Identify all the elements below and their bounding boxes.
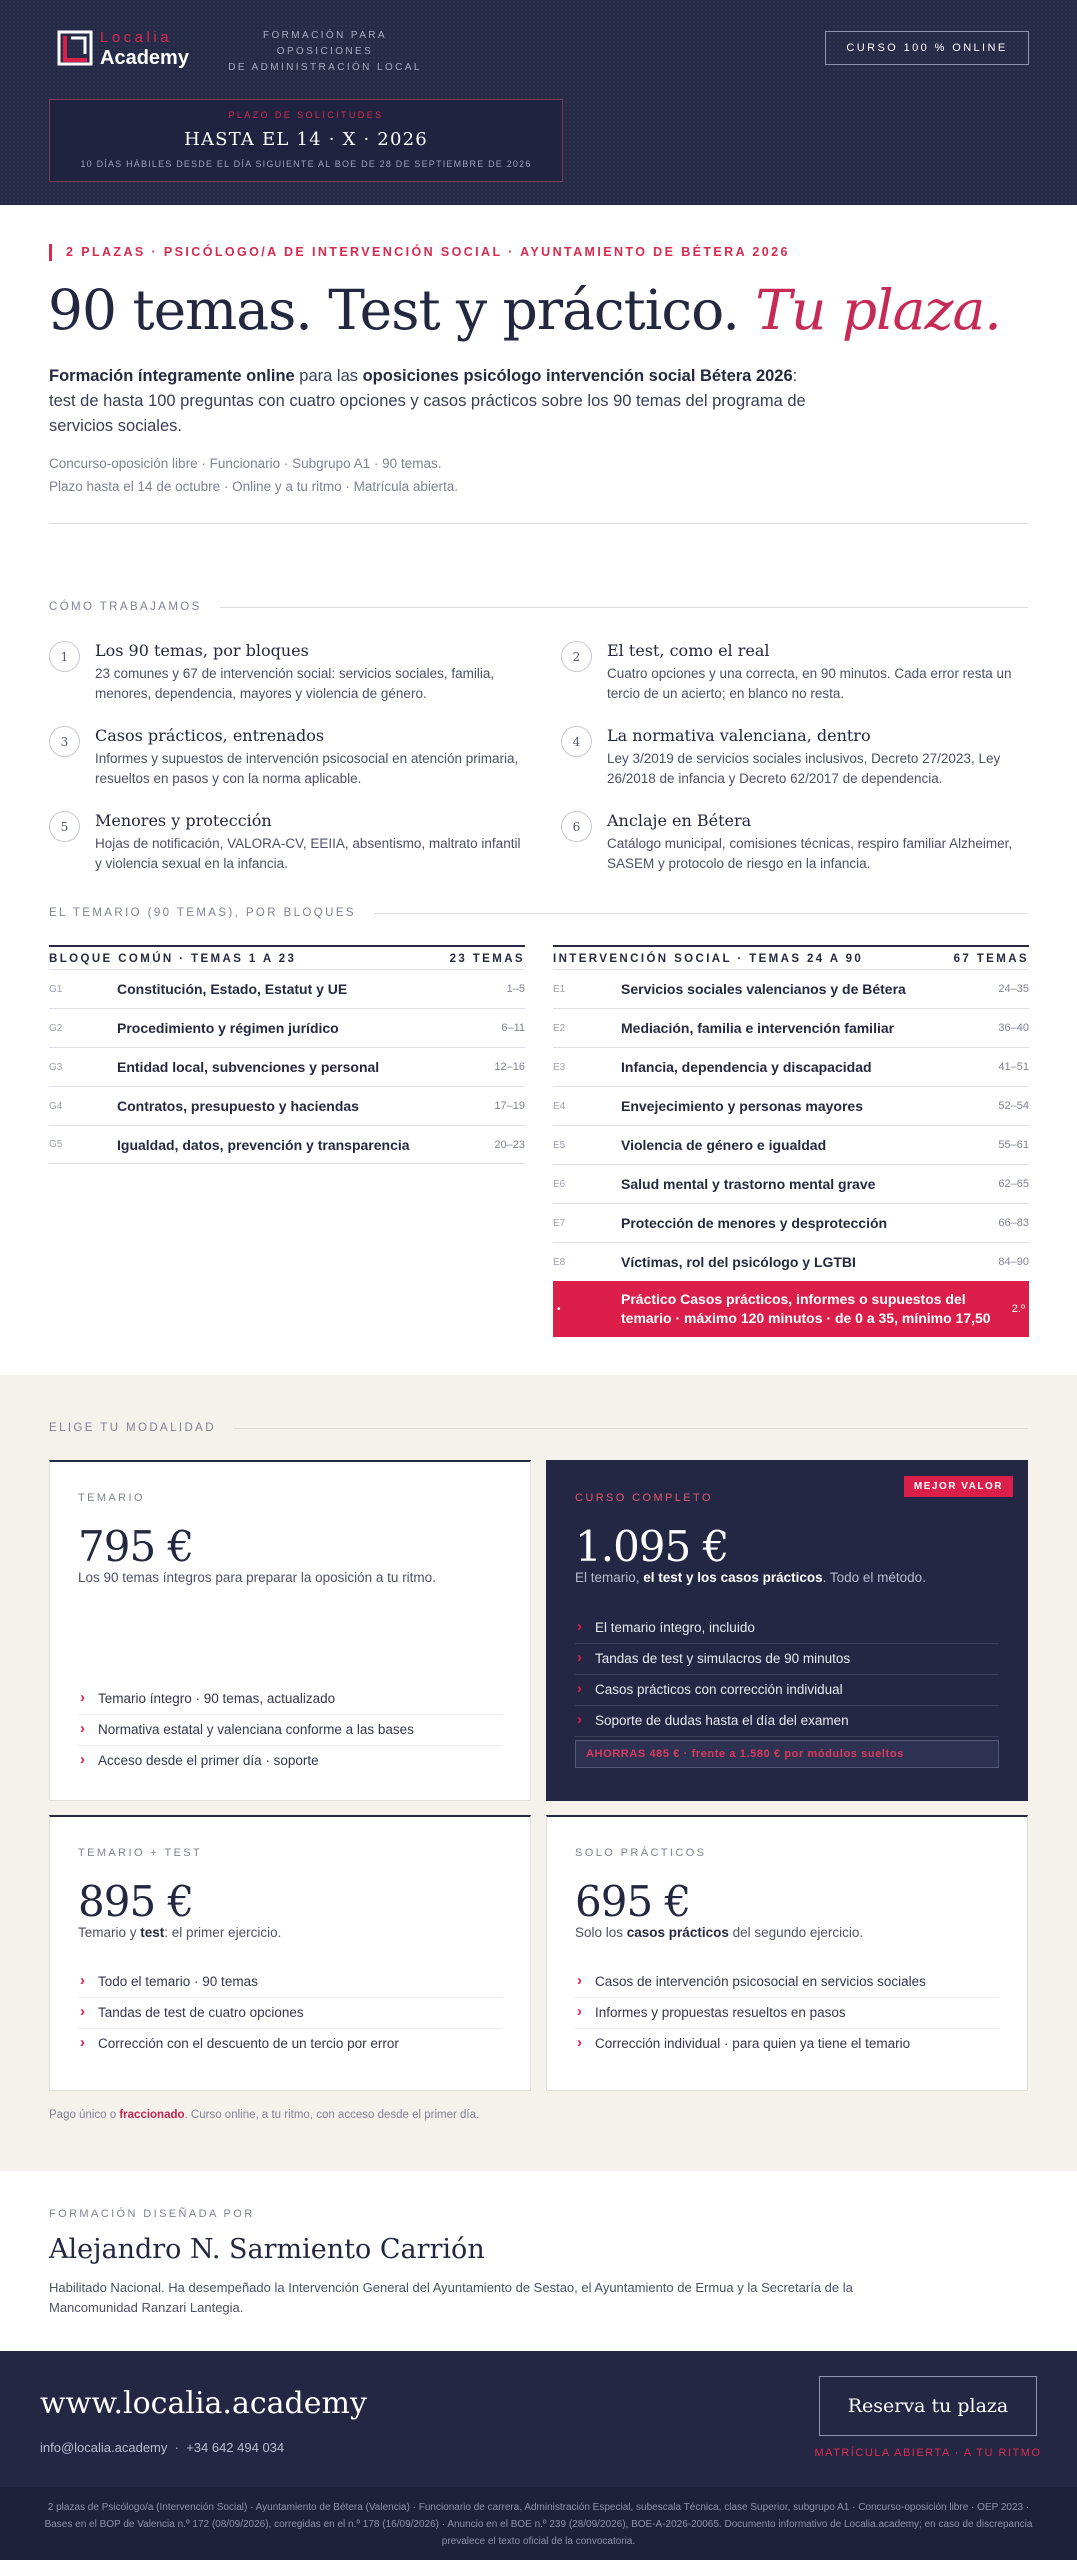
row-code: • <box>557 1303 561 1315</box>
row-code: E5 <box>553 1139 566 1151</box>
row-name: Constitución, Estado, Estatut y UE <box>117 981 348 997</box>
lead-paragraph <box>49 364 809 439</box>
step-number: 2 <box>561 641 592 672</box>
website-link[interactable]: www.localia.academy <box>40 2386 367 2421</box>
row-range: 62–65 <box>998 1178 1029 1190</box>
row-range: 52–54 <box>998 1100 1029 1112</box>
row-name: Mediación, familia e intervención familiar <box>621 1020 895 1036</box>
step-title: El test, como el real <box>607 641 770 660</box>
row-range: 66–83 <box>998 1217 1029 1229</box>
plan-features <box>575 1967 999 2060</box>
headline-main: 90 temas. Test y práctico. <box>48 278 739 342</box>
syllabus-title-text: EL TEMARIO (90 TEMAS), POR BLOQUES <box>49 907 356 919</box>
step-desc: 23 comunes y 67 de intervención social: servicios sociales, familia, menores, dependencia, mayores y violencia de género. <box>95 666 495 701</box>
table-row <box>49 1008 525 1047</box>
table-row <box>553 1086 1029 1125</box>
page-headline <box>48 278 1001 342</box>
feature-item: › Tandas de test de cuatro opciones <box>78 1998 502 2029</box>
localia-logo-icon <box>57 30 93 66</box>
desc-bold: test <box>140 1925 165 1940</box>
feature-item: › Todo el temario · 90 temas <box>78 1967 502 1998</box>
separator: · <box>174 2440 179 2455</box>
row-range: 6–11 <box>501 1022 525 1034</box>
plan-label: TEMARIO + TEST <box>78 1847 203 1859</box>
block-count: 23 TEMAS <box>449 953 525 965</box>
step-number: 1 <box>49 641 80 672</box>
feature-item: › Tandas de test y simulacros de 90 minutos <box>575 1644 999 1675</box>
plan-features <box>78 1967 502 2060</box>
step-desc: Ley 3/2019 de servicios sociales inclusivos, Decreto 27/2023, Ley 26/2018 de infancia y Decreto 62/2017 de dependencia. <box>607 751 1001 786</box>
table-row <box>553 1203 1029 1242</box>
plan-desc <box>78 1570 436 1585</box>
plan-features <box>78 1684 502 1777</box>
deadline-detail: 10 DÍAS HÁBILES DESDE EL DÍA SIGUIENTE AL BOE DE 28 DE SEPTIEMBRE DE 2026 <box>80 159 532 169</box>
step-title: Anclaje en Bétera <box>607 811 752 830</box>
divider <box>49 523 1028 524</box>
row-range: 2.º <box>1011 1303 1025 1315</box>
feature-item: › Temario íntegro · 90 temas, actualizado <box>78 1684 502 1715</box>
lead-bold-2: oposiciones psicólogo intervención social Bétera 2026 <box>362 367 793 385</box>
headline-accent: Tu plaza. <box>755 278 1001 342</box>
row-code: G1 <box>49 983 63 995</box>
installments-link[interactable]: fraccionado <box>119 2109 185 2121</box>
online-course-badge: CURSO 100 % ONLINE <box>825 31 1029 65</box>
row-range: 41–51 <box>998 1061 1029 1073</box>
plan-label: TEMARIO <box>78 1492 145 1504</box>
table-row <box>49 1086 525 1125</box>
plan-label: SOLO PRÁCTICOS <box>575 1847 707 1859</box>
row-range: 55–61 <box>998 1139 1029 1151</box>
hero-header <box>0 0 1077 205</box>
table-header <box>49 945 525 969</box>
pricing-title-text: ELIGE TU MODALIDAD <box>49 1422 216 1434</box>
row-name: Procedimiento y régimen jurídico <box>117 1020 339 1036</box>
feature-item: › Casos de intervención psicosocial en servicios sociales <box>575 1967 999 1998</box>
step-desc: Hojas de notificación, VALORA-CV, EEIIA, absentismo, maltrato infantil y violencia sexual en la infancia. <box>95 836 521 871</box>
row-name: Envejecimiento y personas mayores <box>621 1098 863 1114</box>
step-title: Menores y protección <box>95 811 272 830</box>
payment-note <box>49 2109 479 2121</box>
practical-exam-row <box>553 1281 1029 1337</box>
note-part: . Curso online, a tu ritmo, con acceso desde el primer día. <box>184 2109 480 2121</box>
row-name: Igualdad, datos, prevención y transparencia <box>117 1136 410 1153</box>
feature-item: › Corrección individual · para quien ya tiene el temario <box>575 2029 999 2060</box>
tagline-line-1: FORMACIÓN PARA OPOSICIONES <box>263 30 387 57</box>
row-range: 12–16 <box>494 1061 525 1073</box>
lead-text-2: : test de hasta 100 preguntas con cuatro opciones y casos prácticos sobre los 90 temas del programa de servicios sociales. <box>49 367 806 435</box>
desc-part: Solo los <box>575 1925 627 1940</box>
row-name: Infancia, dependencia y discapacidad <box>621 1059 872 1075</box>
step-number: 5 <box>49 811 80 842</box>
savings-banner: AHORRAS 485 € · frente a 1.580 € por módulos sueltos <box>575 1740 999 1768</box>
desc-part: del segundo ejercicio. <box>728 1925 864 1940</box>
plan-card-temario[interactable] <box>49 1460 531 1801</box>
brand-tagline <box>220 28 430 76</box>
row-code: G4 <box>49 1100 63 1112</box>
table-row <box>553 1047 1029 1086</box>
row-code: E2 <box>553 1022 566 1034</box>
enrollment-open-note: MATRÍCULA ABIERTA · A TU RITMO <box>814 2447 1042 2459</box>
lead-text-1: para las <box>294 367 363 385</box>
row-name: Práctico Casos prácticos, informes o supuestos del temario · máximo 120 minutos · de 0 a 35, mínimo 17,50 <box>621 1291 991 1326</box>
step-desc: Cuatro opciones y una correcta, en 90 minutos. Cada error resta un tercio de un acierto; en blanco no resta. <box>607 666 1012 701</box>
table-row <box>553 1008 1029 1047</box>
row-range: 24–35 <box>998 983 1029 995</box>
plan-price: 895 € <box>78 1877 194 1926</box>
row-code: E6 <box>553 1178 566 1190</box>
step-number: 3 <box>49 726 80 757</box>
step-number: 4 <box>561 726 592 757</box>
best-value-badge: MEJOR VALOR <box>904 1476 1013 1497</box>
pricing-section-title <box>49 1422 1028 1434</box>
reserve-button[interactable]: Reserva tu plaza <box>819 2376 1037 2436</box>
deadline-date: HASTA EL 14 · X · 2026 <box>184 129 428 150</box>
exam-meta <box>49 452 458 498</box>
feature-item: › Corrección con el descuento de un tercio por error <box>78 2029 502 2060</box>
table-row <box>49 969 525 1008</box>
step-title: Los 90 temas, por bloques <box>95 641 309 660</box>
brand-name-bottom: Academy <box>100 47 189 69</box>
contact-info <box>40 2440 284 2455</box>
how-title-text: CÓMO TRABAJAMOS <box>49 601 202 613</box>
email-link[interactable]: info@localia.academy <box>40 2440 168 2455</box>
step-title: Casos prácticos, entrenados <box>95 726 325 745</box>
syllabus-section-title <box>49 907 1028 919</box>
block-title: INTERVENCIÓN SOCIAL · TEMAS 24 A 90 <box>553 953 864 965</box>
feature-item: › Acceso desde el primer día · soporte <box>78 1746 502 1777</box>
lead-bold-1: Formación íntegramente online <box>49 367 295 385</box>
legal-notice: 2 plazas de Psicólogo/a (Intervención Social) · Ayuntamiento de Bétera (Valencia) · Funcionario de carrera, Administración Especial, subescala Técnica, clase Superior, subgrupo A1 · Concurso-oposición libre · OEP 2023 · Bases en el BOP de Valencia n.º 172 (08/09/2026), corregidas en el n.º 178 (16/09/2026) · Anuncio en el BOE n.º 239 (28/09/2026), BOE-A-2026-20065. Documento informativo de Localia.academy; en caso de discrepancia prevalece el texto oficial de la convocatoria. <box>0 2487 1077 2560</box>
step-desc: Informes y supuestos de intervención psicosocial en atención primaria, resueltos en pasos y con la norma aplicable. <box>95 751 519 786</box>
desc-part: Temario y <box>78 1925 141 1940</box>
feature-item: › Casos prácticos con corrección individual <box>575 1675 999 1706</box>
author-kicker: FORMACIÓN DISEÑADA POR <box>49 2208 255 2220</box>
desc-part: El temario, <box>575 1570 644 1585</box>
row-range: 84–90 <box>998 1256 1029 1268</box>
row-name: Violencia de género e igualdad <box>621 1137 827 1153</box>
meta-line-1: Concurso-oposición libre · Funcionario · Subgrupo A1 · 90 temas. <box>49 456 442 471</box>
desc-part: : el primer ejercicio. <box>164 1925 282 1940</box>
table-row <box>49 1047 525 1086</box>
feature-item: › Soporte de dudas hasta el día del examen <box>575 1706 999 1737</box>
table-row <box>553 1242 1029 1281</box>
row-name: Contratos, presupuesto y haciendas <box>117 1098 359 1114</box>
desc-part: Los 90 temas íntegros para preparar la oposición a tu ritmo. <box>78 1570 436 1585</box>
syllabus-table-specific <box>553 945 1029 1337</box>
row-code: E7 <box>553 1217 566 1229</box>
row-code: E4 <box>553 1100 566 1112</box>
table-row <box>553 1125 1029 1164</box>
desc-bold: el test y los casos prácticos <box>643 1570 823 1585</box>
step-title: La normativa valenciana, dentro <box>607 726 871 745</box>
row-code: G2 <box>49 1022 63 1034</box>
block-title: BLOQUE COMÚN · TEMAS 1 A 23 <box>49 953 297 965</box>
plan-price: 1.095 € <box>575 1522 729 1571</box>
row-name: Servicios sociales valencianos y de Bétera <box>621 981 906 997</box>
feature-item: › Informes y propuestas resueltos en pasos <box>575 1998 999 2029</box>
tagline-line-2: DE ADMINISTRACIÓN LOCAL <box>228 62 422 73</box>
plan-price: 695 € <box>575 1877 691 1926</box>
author-name: Alejandro N. Sarmiento Carrión <box>49 2234 485 2265</box>
plan-label: CURSO COMPLETO <box>575 1492 713 1504</box>
row-range: 36–40 <box>998 1022 1029 1034</box>
table-row <box>49 1125 525 1164</box>
plan-desc <box>78 1925 281 1940</box>
plan-card-temario-test[interactable] <box>49 1815 531 2091</box>
syllabus-table-common <box>49 945 525 1164</box>
row-code: G3 <box>49 1061 63 1073</box>
row-name: Protección de menores y desprotección <box>621 1215 888 1231</box>
plan-desc <box>575 1925 863 1940</box>
meta-line-2: Plazo hasta el 14 de octubre · Online y a tu ritmo · Matrícula abierta. <box>49 479 458 494</box>
plan-card-curso-completo[interactable] <box>546 1460 1028 1801</box>
feature-item: › El temario íntegro, incluido <box>575 1613 999 1644</box>
plan-features <box>575 1613 999 1737</box>
block-count: 67 TEMAS <box>953 953 1029 965</box>
row-range: 20–23 <box>494 1138 525 1151</box>
row-code: G5 <box>49 1139 63 1150</box>
brand-name-top: Localia <box>100 29 173 46</box>
row-code: E8 <box>553 1256 566 1268</box>
note-part: Pago único o <box>49 2109 120 2121</box>
phone-link[interactable]: +34 642 494 034 <box>186 2440 285 2455</box>
step-number: 6 <box>561 811 592 842</box>
row-code: E3 <box>553 1061 566 1073</box>
author-bio: Habilitado Nacional. Ha desempeñado la Intervención General del Ayuntamiento de Sestao, el Ayuntamiento de Ermua y la Secretaría de la Mancomunidad Ranzari Lantegia. <box>49 2280 853 2315</box>
plan-desc <box>575 1570 926 1585</box>
step-desc: Catálogo municipal, comisiones técnicas, respiro familiar Alzheimer, SASEM y protocolo de riesgo en la infancia. <box>607 836 1013 871</box>
row-name: Salud mental y trastorno mental grave <box>621 1176 876 1192</box>
table-row <box>553 969 1029 1008</box>
deadline-label: PLAZO DE SOLICITUDES <box>228 110 384 120</box>
plan-card-solo-practicos[interactable] <box>546 1815 1028 2091</box>
row-range: 17–19 <box>494 1100 525 1112</box>
footer <box>0 2351 1077 2560</box>
feature-item: › Normativa estatal y valenciana conforme a las bases <box>78 1715 502 1746</box>
row-code: E1 <box>553 983 566 995</box>
deadline-box <box>49 99 563 182</box>
exam-kicker: 2 PLAZAS · PSICÓLOGO/A DE INTERVENCIÓN SOCIAL · AYUNTAMIENTO DE BÉTERA 2026 <box>49 244 790 261</box>
pricing-section <box>0 1375 1077 2171</box>
row-range: 1–5 <box>506 983 525 995</box>
table-header <box>553 945 1029 969</box>
how-section-title <box>49 601 1028 613</box>
row-name: Víctimas, rol del psicólogo y LGTBI <box>621 1254 856 1270</box>
desc-bold: casos prácticos <box>626 1925 729 1940</box>
desc-part: . Todo el método. <box>822 1570 926 1585</box>
row-name: Entidad local, subvenciones y personal <box>117 1059 380 1075</box>
plan-price: 795 € <box>78 1522 194 1571</box>
table-row <box>553 1164 1029 1203</box>
